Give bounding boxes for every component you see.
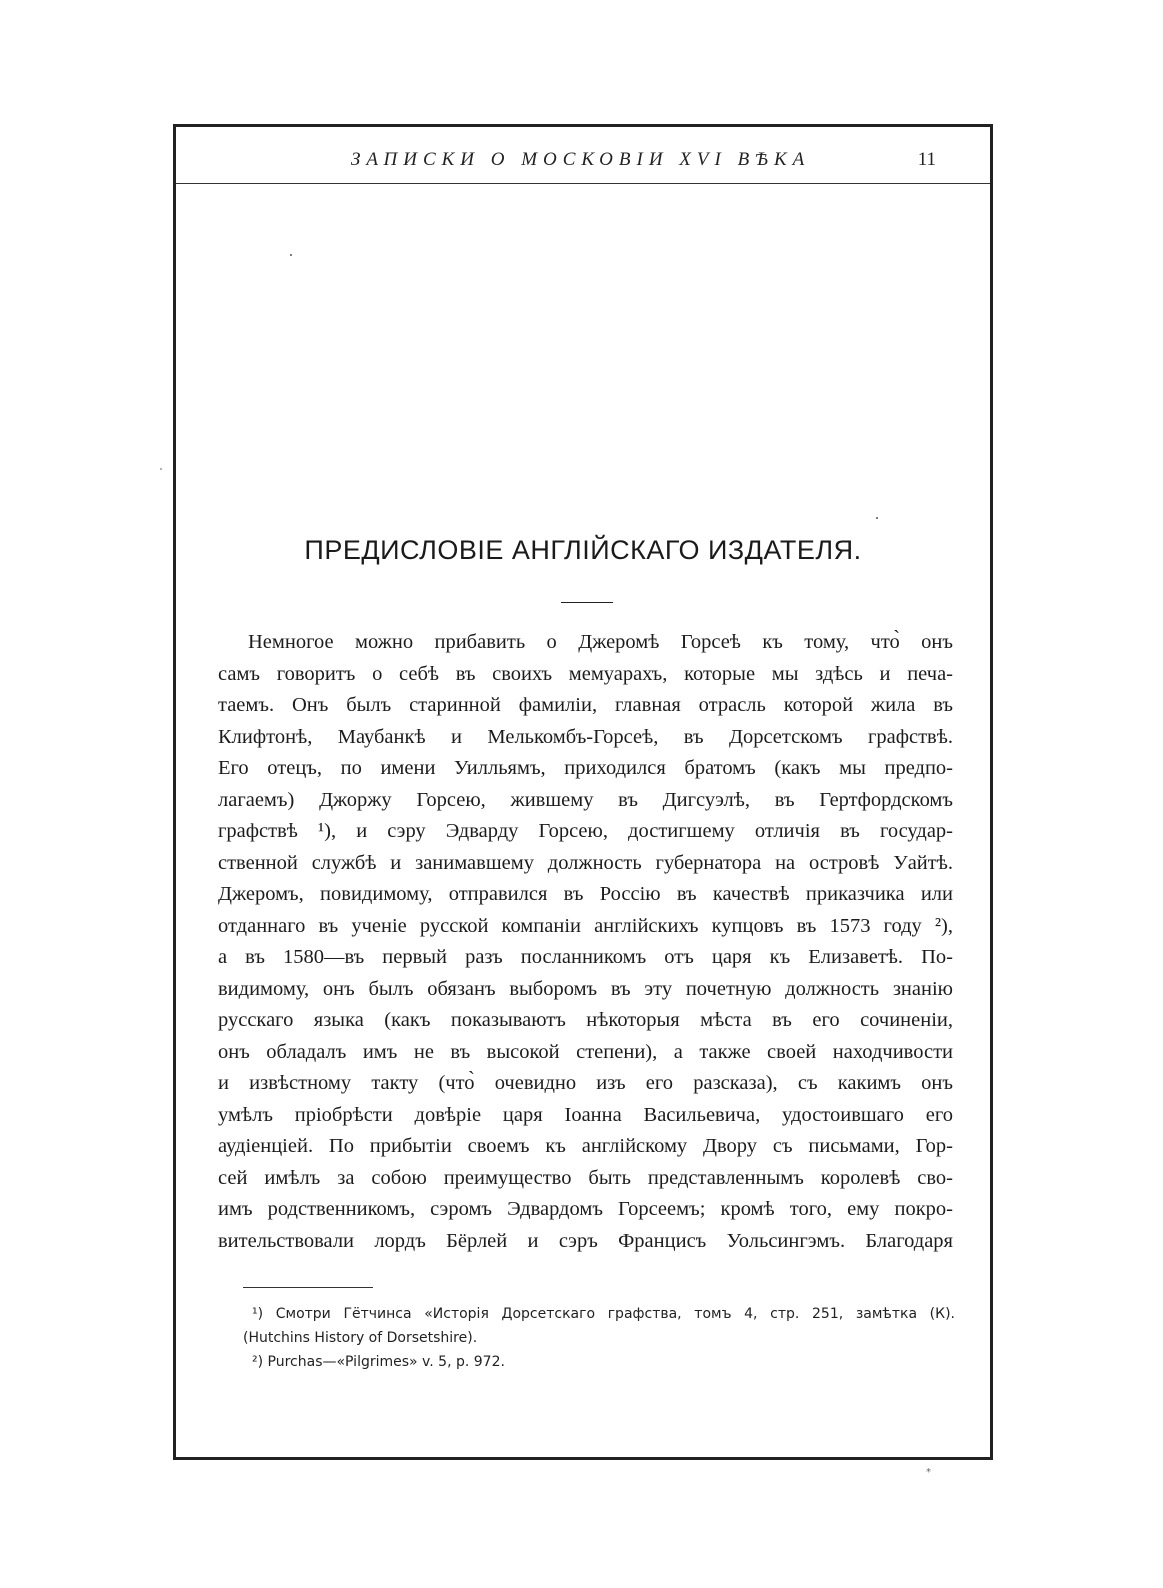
footnote-1-continued: (Hutchins History of Dorsetshire).	[243, 1330, 478, 1346]
page-mark: *	[926, 1467, 931, 1478]
footnotes	[243, 1302, 955, 1374]
body-line: имъ родственникомъ, сэромъ Эдвардомъ Горсеемъ; кромѣ того, ему покро-	[218, 1198, 953, 1220]
body-line: онъ обладалъ имъ не въ высокой степени), а также своей находчивости	[218, 1040, 953, 1063]
heading-divider	[561, 602, 613, 603]
page-number: 11	[917, 149, 936, 170]
page-frame	[173, 124, 993, 1460]
footnote-rule	[243, 1287, 373, 1288]
body-line: сей имѣлъ за собою преимущество быть представленнымъ королевѣ сво-	[218, 1166, 953, 1189]
body-line: графствѣ ¹), и сэру Эдварду Горсею, достигшему отличія въ государ-	[218, 820, 953, 842]
body-line: аудіенціей. По прибытіи своемъ къ англійскому Двору съ письмами, Гор-	[218, 1135, 953, 1157]
body-line: а въ 1580—въ первый разъ посланникомъ отъ царя къ Елизаветѣ. По-	[218, 946, 953, 968]
body-line: и извѣстному такту (что̀ очевидно изъ его разсказа), съ какимъ онъ	[218, 1072, 953, 1094]
body-paragraph	[218, 627, 953, 1257]
running-title: ЗАПИСКИ О МОСКОВІИ XVI ВѢКА	[351, 149, 811, 170]
body-line: Его отецъ, по имени Уилльямъ, приходился братомъ (какъ мы предпо-	[218, 757, 953, 779]
footnote-2: ²) Purchas—«Pilgrimes» v. 5, p. 972.	[252, 1354, 505, 1370]
body-line: ственной службѣ и занимавшему должность губернатора на островѣ Уайтѣ.	[218, 851, 953, 874]
body-line: Немногое можно прибавить о Джеромѣ Горсеѣ къ тому, что̀ онъ	[248, 631, 953, 653]
print-speck	[160, 468, 162, 470]
footnote-1: ¹) Смотри Гётчинса «Исторія Дорсетскаго графства, томъ 4, стр. 251, замѣтка (К).	[252, 1306, 955, 1322]
body-line: умѣлъ пріобрѣсти довѣріе царя Іоанна Васильевича, удостоившаго его	[218, 1103, 953, 1126]
header-rule	[176, 183, 990, 184]
body-line: Джеромъ, повидимому, отправился въ Россію въ качествѣ приказчика или	[218, 883, 953, 905]
body-line: лагаемъ) Джоржу Горсею, жившему въ Дигсуэлѣ, въ Гертфордскомъ	[218, 788, 953, 811]
body-line: отданнаго въ ученіе русской компаніи англійскихъ купцовъ въ 1573 году ²),	[218, 914, 953, 937]
body-line: вительствовали лордъ Бёрлей и сэръ Францисъ Уольсингэмъ. Благодаря	[218, 1229, 953, 1252]
running-head	[176, 149, 990, 179]
body-line: самъ говоритъ о себѣ въ своихъ мемуарахъ, которые мы здѣсь и печа-	[218, 662, 953, 685]
chapter-heading: ПРЕДИСЛОВІЕ АНГЛІЙСКАГО ИЗДАТЕЛЯ.	[304, 535, 862, 565]
body-line: Клифтонѣ, Маубанкѣ и Мелькомбъ-Горсеѣ, въ Дорсетскомъ графствѣ.	[218, 725, 953, 748]
body-line: таемъ. Онъ былъ старинной фамиліи, главная отрасль которой жила въ	[218, 694, 953, 716]
body-line: видимому, онъ былъ обязанъ выборомъ въ эту почетную должность знанію	[218, 977, 953, 1000]
body-line: русскаго языка (какъ показываютъ нѣкоторыя мѣста въ его сочиненіи,	[218, 1009, 953, 1031]
